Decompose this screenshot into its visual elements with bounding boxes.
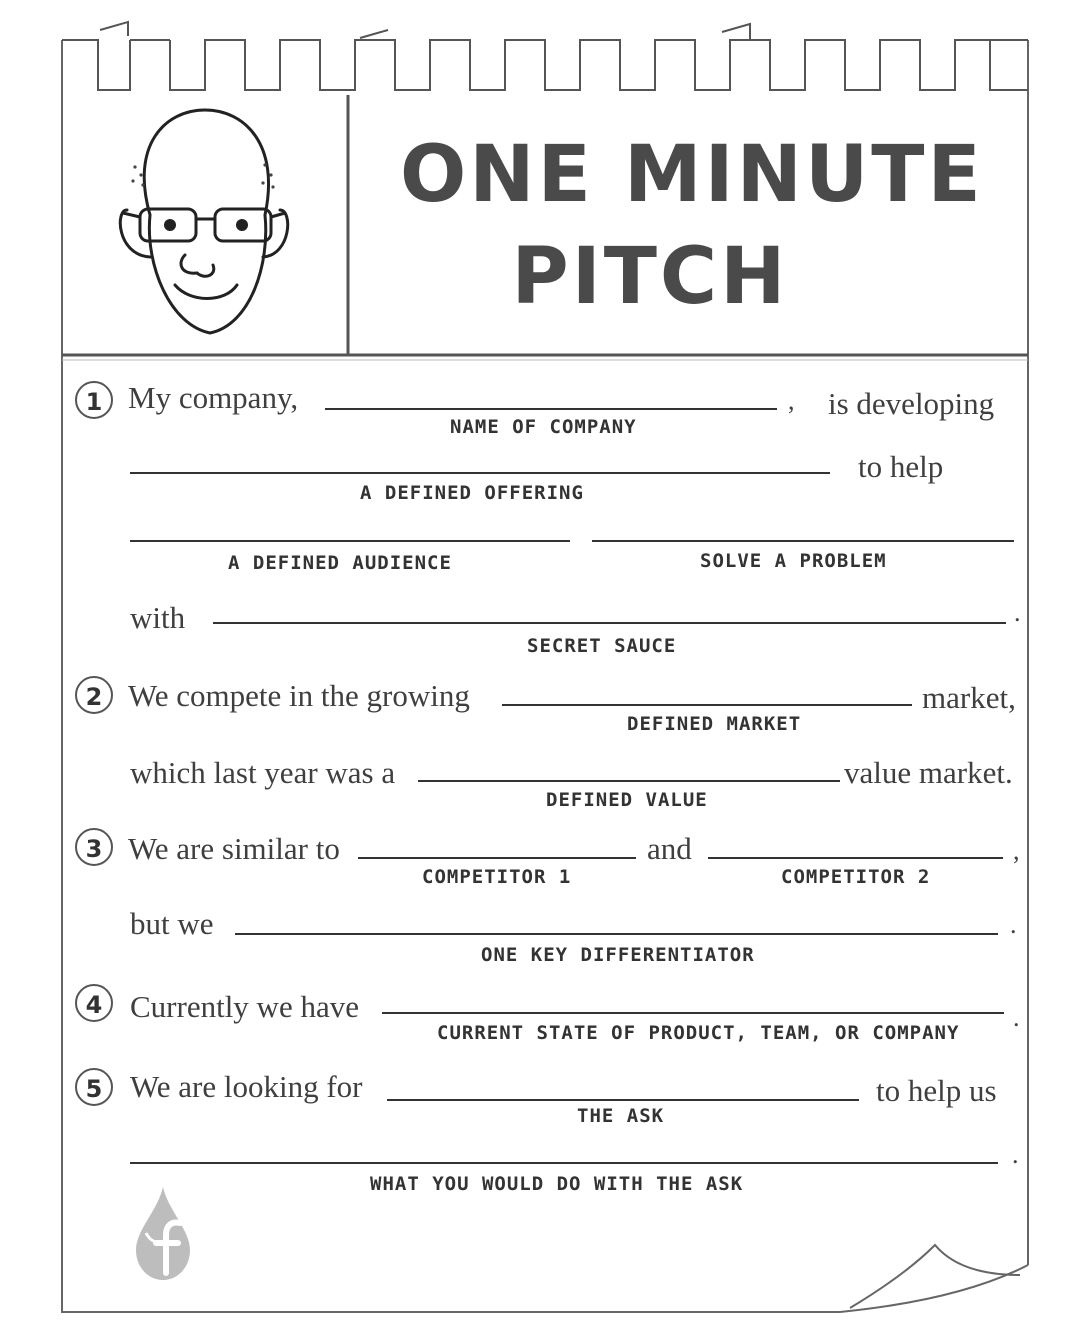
label-competitor-1: COMPETITOR 1 — [422, 866, 572, 888]
item-number-1: 1 — [75, 381, 113, 419]
problem-blank[interactable] — [592, 540, 1014, 542]
page-title: ONE MINUTE — [400, 130, 984, 220]
audience-blank[interactable] — [130, 540, 570, 542]
company-name-blank[interactable] — [325, 408, 777, 410]
label-the-ask: THE ASK — [577, 1105, 665, 1127]
label-current-state: CURRENT STATE OF PRODUCT, TEAM, OR COMPANY — [437, 1022, 960, 1044]
label-competitor-2: COMPETITOR 2 — [781, 866, 931, 888]
item-number-5: 5 — [75, 1068, 113, 1106]
offering-blank[interactable] — [130, 472, 830, 474]
defined-value-blank[interactable] — [418, 780, 840, 782]
label-name-of-company: NAME OF COMPANY — [450, 416, 637, 438]
differentiator-blank[interactable] — [235, 933, 998, 935]
label-defined-value: DEFINED VALUE — [546, 789, 708, 811]
item1-prefix: My company, — [128, 380, 299, 415]
label-secret-sauce: SECRET SAUCE — [527, 635, 677, 657]
item1-period: . — [1014, 598, 1021, 627]
item-number-4: 4 — [75, 984, 113, 1022]
page-subtitle: PITCH — [511, 232, 789, 322]
item3-comma: , — [1013, 836, 1020, 865]
secret-sauce-blank[interactable] — [213, 622, 1006, 624]
the-ask-blank[interactable] — [387, 1099, 859, 1101]
leaf-drop-f-logo-icon — [128, 1185, 198, 1285]
item2-prefix: We compete in the growing — [128, 678, 470, 713]
current-state-blank[interactable] — [382, 1012, 1004, 1014]
item2-line2-prefix: which last year was a — [130, 755, 396, 790]
item3-period: . — [1010, 910, 1017, 939]
defined-market-blank[interactable] — [502, 704, 912, 706]
item3-prefix: We are similar to — [128, 831, 340, 866]
item1-with: with — [130, 600, 186, 635]
item5-prefix: We are looking for — [130, 1069, 363, 1104]
item5-to-help-us: to help us — [876, 1073, 997, 1108]
item-number-2: 2 — [75, 676, 113, 714]
label-defined-market: DEFINED MARKET — [627, 713, 802, 735]
item1-to-help: to help — [858, 449, 944, 484]
item1-comma: , — [788, 386, 795, 415]
item5-period: . — [1012, 1140, 1019, 1169]
item2-value-market: value market. — [844, 755, 1013, 790]
label-defined-audience: A DEFINED AUDIENCE — [228, 552, 452, 574]
item2-market: market, — [922, 680, 1016, 715]
competitor1-blank[interactable] — [358, 857, 636, 859]
label-what-you-would-do: WHAT YOU WOULD DO WITH THE ASK — [370, 1173, 744, 1195]
spiral-tabs — [62, 22, 1028, 90]
what-you-would-do-blank[interactable] — [130, 1162, 998, 1164]
label-one-key-differentiator: ONE KEY DIFFERENTIATOR — [481, 944, 755, 966]
bald-man-with-glasses-icon — [105, 105, 305, 345]
label-defined-offering: A DEFINED OFFERING — [360, 482, 584, 504]
item-number-3: 3 — [75, 828, 113, 866]
item4-period: . — [1013, 1003, 1020, 1032]
item1-suffix: is developing — [828, 386, 995, 421]
item3-but-we: but we — [130, 906, 214, 941]
item4-prefix: Currently we have — [130, 989, 359, 1024]
competitor2-blank[interactable] — [708, 857, 1003, 859]
label-solve-a-problem: SOLVE A PROBLEM — [700, 550, 887, 572]
item3-and: and — [647, 831, 692, 866]
